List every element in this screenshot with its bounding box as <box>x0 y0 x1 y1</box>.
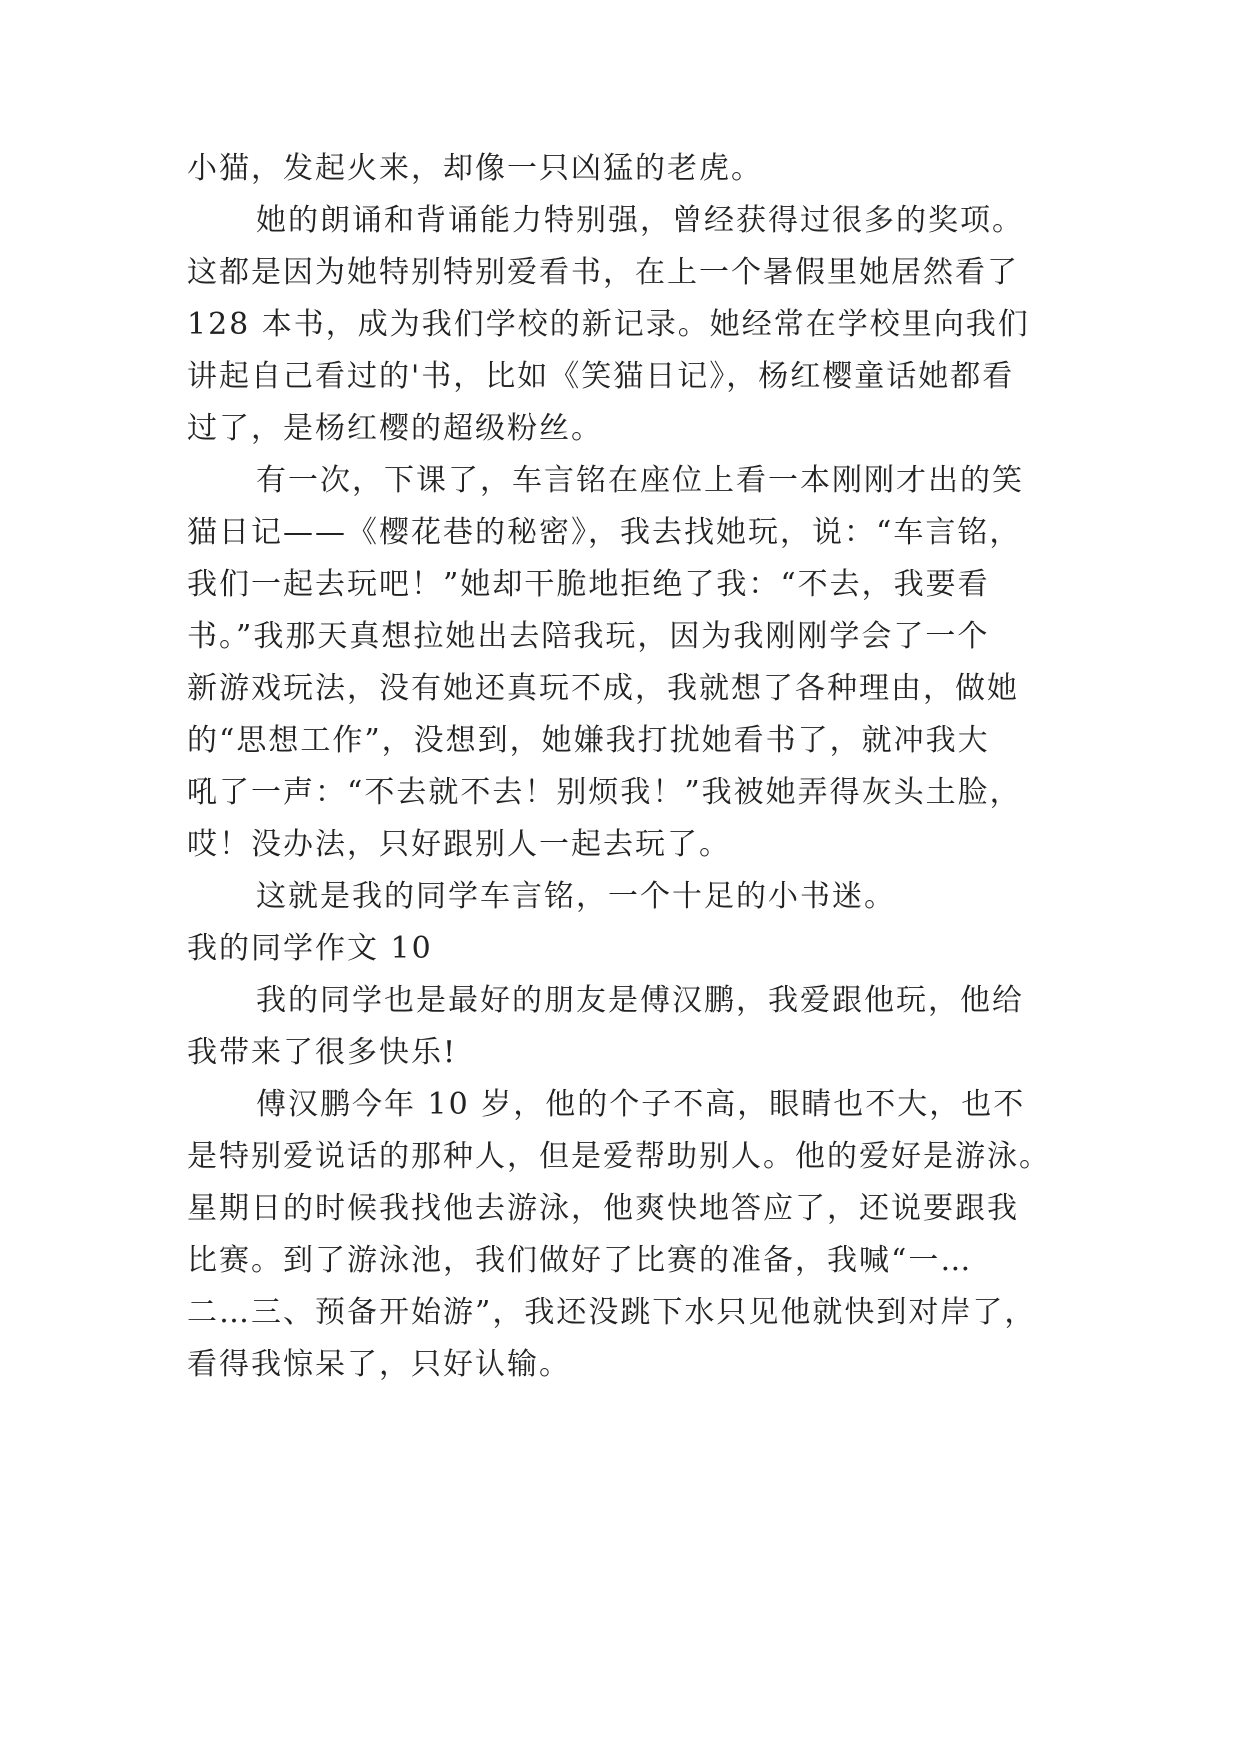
text-line: 书。”我那天真想拉她出去陪我玩，因为我刚刚学会了一个 <box>187 619 990 654</box>
text-line: 过了，是杨红樱的超级粉丝。 <box>187 411 603 446</box>
text-line: 是特别爱说话的那种人，但是爱帮助别人。他的爱好是游泳。 <box>187 1139 1051 1174</box>
text-line: 我们一起去玩吧！”她却干脆地拒绝了我：“不去，我要看 <box>187 567 990 602</box>
paragraph-start: 有一次，下课了，车言铭在座位上看一本刚刚才出的笑 <box>256 463 1024 498</box>
essay-heading: 我的同学作文 10 <box>187 931 433 966</box>
text-line: 比赛。到了游泳池，我们做好了比赛的准备，我喊“一… <box>187 1243 973 1278</box>
text-line: 我带来了很多快乐! <box>187 1035 458 1070</box>
text-line: 128 本书，成为我们学校的新记录。她经常在学校里向我们 <box>187 307 1030 342</box>
text-line: 吼了一声：“不去就不去！别烦我！”我被她弄得灰头土脸， <box>187 775 1022 810</box>
paragraph-start: 我的同学也是最好的朋友是傅汉鹏，我爱跟他玩，他给 <box>256 983 1024 1018</box>
text-line: 讲起自己看过的'书，比如《笑猫日记》，杨红樱童话她都看 <box>187 359 1015 394</box>
text-line: 哎！没办法，只好跟别人一起去玩了。 <box>187 827 731 862</box>
text-line: 猫日记——《樱花巷的秘密》，我去找她玩，说：“车言铭， <box>187 515 1022 550</box>
text-line: 二…三、预备开始游”，我还没跳下水只见他就快到对岸了， <box>187 1295 1037 1330</box>
text-line: 星期日的时候我找他去游泳，他爽快地答应了，还说要跟我 <box>187 1191 1019 1226</box>
text-line: 新游戏玩法，没有她还真玩不成，我就想了各种理由，做她 <box>187 671 1019 706</box>
paragraph-start: 她的朗诵和背诵能力特别强，曾经获得过很多的奖项。 <box>256 203 1024 238</box>
text-line: 小猫，发起火来，却像一只凶猛的老虎。 <box>187 151 763 186</box>
paragraph-start: 傅汉鹏今年 10 岁，他的个子不高，眼睛也不大，也不 <box>256 1087 1026 1122</box>
text-line: 的“思想工作”，没想到，她嫌我打扰她看书了，就冲我大 <box>187 723 990 758</box>
paragraph-start: 这就是我的同学车言铭，一个十足的小书迷。 <box>256 879 896 914</box>
text-line: 看得我惊呆了，只好认输。 <box>187 1347 571 1382</box>
text-line: 这都是因为她特别特别爱看书，在上一个暑假里她居然看了 <box>187 255 1019 290</box>
